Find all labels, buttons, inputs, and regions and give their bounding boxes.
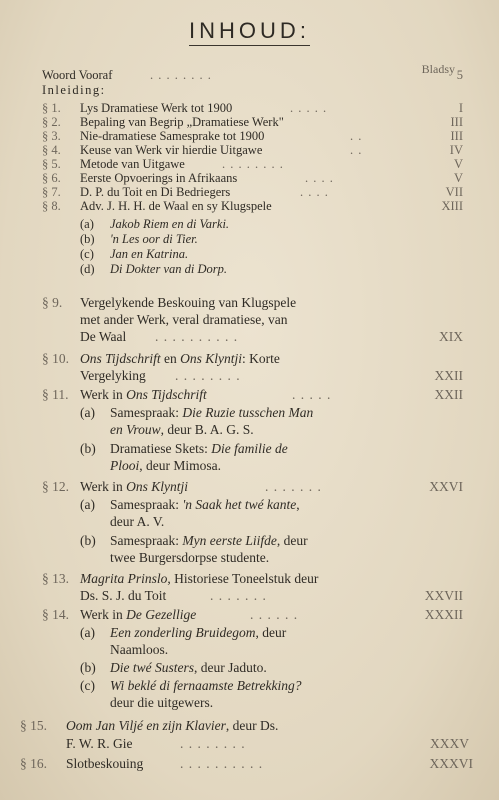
page-title: INHOUD: [0,18,499,44]
table-of-contents: Woord Vooraf . . . . . . . . 5 Inleiding: § 1. Lys Dramatiese Werk tot 1900 . . . . . I § 2. Bepaling van Begrip „Dramatiese Werk" III § 3. Nie-dramatiese Samesprake tot 1900 . . III § 4. Keuse van Werk vir hierdie Uitgawe . . IV § 5. Metode van Uitgawe . . . . . . . . V § 6. Eerste Opvoerings in Afrikaans . . . . V § 7. D. P. du Toit en Di Bedriegers . . . . VII § 8. Adv. J. H. H. de Waal en sy Klugspele XIII (a) Jakob Riem en di Varki. (b) 'n Les oor di Tier. (c) Jan en Katrina. (d) Di Dokter van di Dorp. § 9. Vergelykende Beskouing van Klugspele met ander Werk, veral dramatiese, van De Waal . . . . . . . . . . XIX § 10. Ons Tijdschrift en Ons Klyntji: Korte Vergelyking . . . . . . . . XXII § 11. Werk in Ons Tijdschrift . . . . . XXII (a) Samespraak: Die Ruzie tusschen Man en Vrouw, deur B. A. G. S. (b) Dramatiese Skets: Die familie de Plooi, deur Mimosa. § 12. Werk in Ons Klyntji . . . . . . . XXVI (a) Samespraak: 'n Saak het twé kante, deur A. V. (b) Samespraak: Myn eerste Liifde, deur twee Burgersdorpse studente. § 13. Magrita Prinslo, Historiese Toneelstuk deur Ds. S. J. du Toit . . . . . . . XXVII § 14. Werk in De Gezellige . . . . . . XXXII (a) Een zonderling Bruidegom, deur Naamloos. (b) Die twé Susters, deur Jaduto. (c) Wi beklé di fernaamste Betrekking? deur die uitgewers. § 15. Oom Jan Viljé en zijn Klavier, deur Ds. F. W. R. Gie . . . . . . . . XXXV § 16. Slotbeskouing . . . . . . . . . . XXXVI [20,68,473,771]
page-column-header: Bladsy [421,62,455,76]
